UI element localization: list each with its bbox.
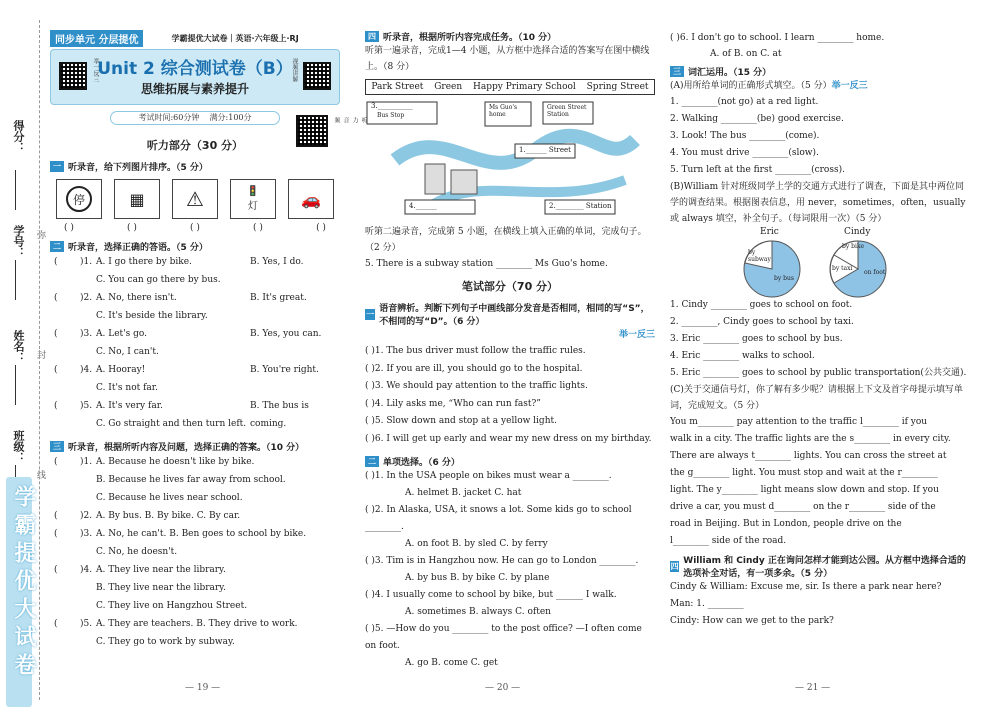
question-row — [50, 361, 340, 379]
pie-label: by subway — [748, 249, 771, 263]
qr-caption: 听力音频 — [333, 117, 367, 123]
answer-blank[interactable]: ( — [54, 365, 58, 375]
answer-blank[interactable]: ( — [54, 457, 58, 467]
question-line: ( )4. I usually come to school by bike, but ______ I walk. — [365, 590, 617, 600]
option-text: C. No, he doesn't. — [96, 547, 178, 557]
map-blank[interactable]: 4.______ — [409, 202, 437, 210]
question-row — [50, 271, 340, 289]
cut-line — [39, 20, 40, 700]
question-line: ( )2. In Alaska, USA, it snows a lot. Some kids go to school ________. — [365, 505, 632, 532]
option-text: C. Because he lives near school. — [96, 493, 243, 503]
cut-mark: 封 — [35, 350, 45, 359]
question-line: Man: 1. ________ — [670, 599, 744, 609]
question-row — [50, 453, 340, 471]
question-line: 3. Look! The bus ________(come). — [670, 131, 820, 141]
section-heading: 一 听录音，给下列图片排序。（5 分） — [50, 160, 340, 173]
option-a: A. It's very far. — [96, 401, 163, 411]
qr-code-icon[interactable] — [303, 62, 331, 90]
pie-label: by bus — [774, 275, 794, 282]
answer-blank[interactable]: ( — [54, 293, 58, 303]
bus-interior-icon: ▦ — [114, 179, 160, 219]
question-line: A. sometimes B. always C. often — [405, 607, 551, 617]
map-label: Green Street Station — [547, 104, 587, 118]
stop-sign-icon: 停 — [56, 179, 102, 219]
option-b: B. It's great. — [250, 293, 307, 303]
question-line: 1. ________(not go) at a red light. — [670, 97, 819, 107]
instruction: (B)William 针对班级同学上学的交通方式进行了调查，下面是其中两位同学的调查结果。根据图表信息，用 never，sometimes，often，usually 或 always 填空，补全句子。（每词限用一次）（5 分） — [670, 182, 966, 224]
answer-blank[interactable]: ( ) — [127, 223, 137, 233]
question-line: Cindy & William: Excuse me, sir. Is there a park near here? — [670, 582, 942, 592]
question-line: A. go B. come C. get — [405, 658, 498, 668]
option-text: A. No, he can't. B. Ben goes to school by bike. — [96, 529, 307, 539]
option-text: A. They are teachers. B. They drive to work. — [96, 619, 298, 629]
question-list — [670, 94, 970, 179]
answer-blank[interactable]: ( — [54, 329, 58, 339]
exam-score: 满分:100分 — [209, 113, 252, 122]
page-number: — 21 — — [795, 683, 831, 693]
car-icon: 🚗 — [288, 179, 334, 219]
word-option: Green — [434, 82, 463, 92]
answer-blank[interactable]: ( ) — [316, 223, 326, 233]
question-line: ( )1. In the USA people on bikes must wear a ________. — [365, 471, 612, 481]
option-b: B. The bus is coming. — [250, 401, 309, 429]
answer-blank[interactable]: ( ) — [253, 223, 263, 233]
passage — [670, 414, 970, 550]
eric-pie — [742, 239, 802, 299]
section-heading: 四 William 和 Cindy 正在询问怎样才能到达公园。从方框中选择合适的选项补全对话，有一项多余。（5 分） — [670, 556, 966, 579]
qr-caption: 举一反三 — [92, 58, 99, 82]
question-line: 2. ________, Cindy goes to school by taxi. — [670, 317, 854, 327]
word-option: Park Street — [371, 82, 424, 92]
question-line: ( )1. The bus driver must follow the traffic rules. — [365, 346, 586, 356]
exam-info — [110, 111, 280, 125]
brand-text: 学霸提优大试卷 — [11, 485, 36, 681]
written-part-heading: 笔试部分（70 分） — [461, 280, 559, 293]
instruction: (C)关于交通信号灯，你了解有多少呢？请根据上下文及首字母提示填写单词，完成短文。（5 分） — [670, 385, 963, 411]
question-line: ( )5. —How do you ________ to the post office? —I often come on foot. — [365, 624, 642, 651]
option-a: A. Let's go. — [96, 329, 147, 339]
question-row — [50, 633, 340, 651]
page-subtitle: 思维拓展与素养提升 — [140, 82, 249, 96]
question-list — [50, 253, 340, 433]
option-a: A. Hooray! — [96, 365, 146, 375]
question-row — [50, 597, 340, 615]
question-row — [50, 379, 340, 397]
exam-time: 考试时间:60分钟 — [138, 113, 200, 122]
answer-blank[interactable]: ( — [54, 529, 58, 539]
question-line: walk in a city. The traffic lights are the s________ in every city. — [670, 434, 951, 444]
question-number: )2. — [80, 293, 93, 303]
page-20-column — [365, 30, 655, 672]
qr-caption: 视频讲解 — [291, 58, 298, 82]
pie-label: on foot — [864, 269, 886, 276]
traffic-light-icon: 🚦 灯 — [230, 179, 276, 219]
option-text: A. By bus. B. By bike. C. By car. — [96, 511, 241, 521]
question-row — [50, 543, 340, 561]
option-b: B. You're right. — [250, 365, 319, 375]
section-heading: 二 听录音，选择正确的答语。（5 分） — [50, 240, 340, 253]
option-b: B. Yes, you can. — [250, 329, 322, 339]
question-row — [50, 561, 340, 579]
answer-blank[interactable]: ( — [54, 401, 58, 411]
cut-mark: 线 — [35, 470, 45, 479]
question-list — [365, 343, 655, 448]
question-row — [50, 615, 340, 633]
route-map — [365, 100, 655, 220]
instruction: 听第一遍录音，完成1—4 小题，从方框中选择合适的答案写在图中横线上。（8 分） — [365, 46, 650, 72]
question-number: )5. — [80, 619, 93, 629]
option-a: A. No, there isn't. — [96, 293, 177, 303]
instruction: (A)用所给单词的正确形式填空。（5 分） — [670, 81, 832, 91]
page-21-column — [670, 30, 970, 630]
question-line: 4. You must drive ________(slow). — [670, 148, 819, 158]
question-line: ( )6. I will get up early and wear my new dress on my birthday. — [365, 433, 652, 444]
section-heading: 二 单项选择。（6 分） — [365, 455, 655, 468]
map-label: Bus Stop — [377, 112, 405, 119]
question: ( )6. I don't go to school. I learn ________ home. — [670, 33, 885, 43]
name-field-label: 姓名： — [12, 330, 25, 363]
dialog — [670, 579, 970, 630]
option-b: B. Yes, I do. — [250, 257, 304, 267]
option-c: C. You can go there by bus. — [96, 275, 221, 285]
question-line: There are always t________ lights. You can cross the street at — [670, 451, 947, 461]
question-row — [50, 507, 340, 525]
warning-sign-icon: ⚠ — [172, 179, 218, 219]
series-label: 学霸提优大试卷｜英语·六年级上·RJ — [171, 33, 299, 43]
option-c: C. It's beside the library. — [96, 311, 208, 321]
section-heading: 四 听录音，根据所听内容完成任务。（10 分） — [365, 30, 655, 43]
question-row — [50, 579, 340, 597]
word-option: Spring Street — [586, 82, 649, 92]
practice-link[interactable]: 举一反三 — [618, 330, 655, 340]
question-list — [670, 297, 970, 382]
page-number: — 20 — — [485, 683, 521, 693]
question-number: )4. — [80, 365, 93, 375]
page-19-column — [50, 30, 367, 651]
question-number: )4. — [80, 565, 93, 575]
question-number: )3. — [80, 329, 93, 339]
pie-title: Cindy — [844, 227, 871, 237]
pie-charts — [670, 227, 970, 297]
question-line: 3. Eric ________ goes to school by bus. — [670, 334, 843, 344]
map-label: Ms Guo's home — [489, 104, 518, 118]
page-number: — 19 — — [185, 683, 221, 693]
question-line: drive a car, you must d________ on the r________ side of the — [670, 502, 936, 512]
section-heading: 三 词汇运用。（15 分） — [670, 65, 970, 78]
question-line: ( )2. If you are ill, you should go to the hospital. — [365, 363, 583, 374]
answer-blank[interactable]: ( ) — [190, 223, 200, 233]
title-banner — [50, 49, 340, 105]
question-line: ( )3. Tim is in Hangzhou now. He can go to London ________. — [365, 556, 639, 566]
score-field-line[interactable] — [15, 170, 16, 210]
option-text: B. Because he lives far away from school. — [96, 475, 286, 485]
answer-blank[interactable]: ( — [54, 565, 58, 575]
question-line: 2. Walking ________(be) good exercise. — [670, 114, 844, 124]
question-row — [50, 471, 340, 489]
map-blank[interactable]: 2.________ Station — [549, 202, 612, 210]
question-number: )1. — [80, 457, 93, 467]
class-field-label: 班级： — [12, 430, 25, 463]
map-blank[interactable]: 1.______ Street — [519, 146, 571, 154]
option-text: A. Because he doesn't like by bike. — [96, 457, 255, 467]
question-row — [50, 325, 340, 343]
question-row — [50, 343, 340, 361]
question-number: )1. — [80, 257, 93, 267]
option-text: C. They live on Hangzhou Street. — [96, 601, 248, 611]
section-heading: 三 听录音，根据所听内容及问题，选择正确的答案。（10 分） — [50, 440, 340, 453]
question-line: 5. Eric ________ goes to school by public transportation(公共交通). — [670, 368, 967, 378]
answer-blank[interactable]: ( — [54, 619, 58, 629]
option-a: A. I go there by bike. — [96, 257, 192, 267]
question-line: road in Beijing. But in London, people drive on the — [670, 519, 902, 529]
question-number: )2. — [80, 511, 93, 521]
question-line: ( )3. We should pay attention to the traffic lights. — [365, 381, 588, 391]
pie-label: by taxi — [832, 265, 853, 272]
name-field-line[interactable] — [15, 365, 16, 405]
map-blank[interactable]: 3.__________ — [371, 102, 413, 110]
question-line: You m________ pay attention to the traffic l________ if you — [670, 417, 928, 427]
answer-blank[interactable]: ( ) — [64, 223, 74, 233]
option-c: C. Go straight and then turn left. — [96, 419, 247, 429]
question-row — [50, 525, 340, 543]
question-line: A. on foot B. by sled C. by ferry — [405, 539, 548, 549]
question-number: )3. — [80, 529, 93, 539]
instruction: 听第二遍录音，完成第 5 小题，在横线上填入正确的单词，完成句子。（2 分） — [365, 227, 647, 253]
option-text: C. They go to work by subway. — [96, 637, 235, 647]
question-line: ( )4. Lily asks me, “Who can run fast?” — [365, 398, 541, 409]
question-line: A. by bus B. by bike C. by plane — [405, 573, 550, 583]
score-field-label: 得分： — [12, 120, 25, 153]
question-line: l________ side of the road. — [670, 536, 787, 546]
question-row — [50, 307, 340, 325]
question-number: )5. — [80, 401, 93, 411]
question-row — [50, 415, 340, 433]
option-c: C. It's not far. — [96, 383, 158, 393]
question-row — [50, 253, 340, 271]
section-heading: 一 语音辨析。判断下列句子中画线部分发音是否相同，相同的写“S”，不相同的写“D”。（6 分） — [366, 304, 650, 327]
question-line: 1. Cindy ________ goes to school on foot. — [670, 300, 853, 310]
practice-link[interactable]: 举一反三 — [831, 81, 868, 91]
listening-part-heading: 听力部分（30 分） — [146, 139, 244, 152]
binding-margin — [0, 0, 45, 717]
option-text: B. They live near the library. — [96, 583, 226, 593]
question-line: 5. Turn left at the first ________(cross). — [670, 165, 845, 175]
question-row — [50, 489, 340, 507]
option-text: A. They live near the library. — [96, 565, 226, 575]
question-line: Cindy: How can we get to the park? — [670, 616, 834, 626]
question-line: ( )5. Slow down and stop at a yellow light. — [365, 416, 557, 426]
brand-banner — [6, 477, 36, 707]
cut-mark: 弥 — [35, 230, 45, 239]
question-options: A. of B. on C. at — [710, 49, 782, 59]
unit-tag: 同步单元 分层提优 — [50, 30, 143, 47]
pie-label: by bike — [842, 243, 865, 250]
pie-title: Eric — [760, 227, 779, 237]
page-title: Unit 2 综合测试卷（B） — [97, 59, 293, 79]
question-list — [365, 468, 655, 672]
word-option: Happy Primary School — [473, 82, 576, 92]
question-list — [50, 453, 340, 651]
question: 5. There is a subway station ________ Ms Guo's home. — [365, 259, 608, 269]
question-line: the g________ light. You must stop and wait at the r________ — [670, 468, 938, 478]
question-row — [50, 289, 340, 307]
picture-row — [50, 179, 340, 219]
question-line: 4. Eric ________ walks to school. — [670, 351, 815, 361]
student-id-field-line[interactable] — [15, 260, 16, 300]
question-line: light. The y________ light means slow down and stop. If you — [670, 485, 939, 495]
word-box — [365, 79, 655, 95]
qr-code-icon[interactable] — [296, 115, 328, 147]
student-id-field-label: 学号： — [12, 225, 25, 258]
answer-blank[interactable]: ( — [54, 257, 58, 267]
answer-blank[interactable]: ( — [54, 511, 58, 521]
option-c: C. No, I can't. — [96, 347, 159, 357]
question-line: A. helmet B. jacket C. hat — [405, 488, 522, 498]
